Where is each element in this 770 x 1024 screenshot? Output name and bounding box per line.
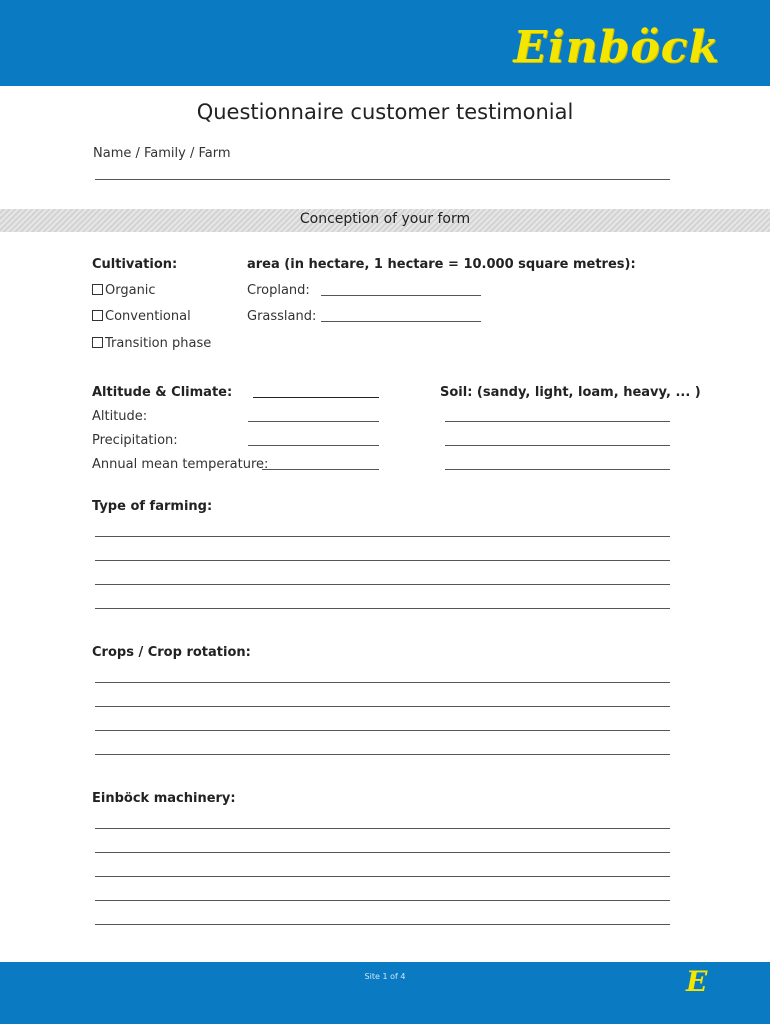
name-family-farm-label: Name / Family / Farm: [93, 146, 231, 161]
option-transition-phase-label: Transition phase: [105, 336, 212, 351]
checkbox-organic[interactable]: [92, 284, 103, 295]
crops-line-2[interactable]: [95, 706, 670, 707]
section-band-title: Conception of your form: [299, 211, 471, 227]
checkbox-transition-phase[interactable]: [92, 337, 103, 348]
page-title: Questionnaire customer testimonial: [196, 100, 574, 124]
option-organic[interactable]: [92, 283, 156, 298]
soil-field-1[interactable]: [445, 421, 670, 422]
option-transition-phase[interactable]: [92, 336, 211, 351]
type-of-farming-line-3[interactable]: [95, 584, 670, 585]
page-number: Site 1 of 4: [364, 972, 406, 981]
soil-field-3[interactable]: [445, 469, 670, 470]
machinery-line-2[interactable]: [95, 852, 670, 853]
crops-line-1[interactable]: [95, 682, 670, 683]
machinery-line-1[interactable]: [95, 828, 670, 829]
name-family-farm-field[interactable]: [95, 179, 670, 180]
temperature-label: Annual mean temperature:: [92, 457, 269, 472]
machinery-heading: Einböck machinery:: [92, 791, 236, 806]
soil-field-2[interactable]: [445, 445, 670, 446]
crops-line-3[interactable]: [95, 730, 670, 731]
option-conventional[interactable]: [92, 309, 191, 324]
area-heading: area (in hectare, 1 hectare = 10.000 square metres):: [247, 257, 636, 272]
altitude-label: Altitude:: [92, 409, 148, 424]
soil-heading: Soil: (sandy, light, loam, heavy, ... ): [440, 385, 701, 400]
precipitation-label: Precipitation:: [92, 433, 178, 448]
type-of-farming-line-1[interactable]: [95, 536, 670, 537]
footer-brand-mark: E: [686, 965, 708, 998]
cropland-field[interactable]: [321, 295, 481, 296]
grassland-field[interactable]: [321, 321, 481, 322]
checkbox-conventional[interactable]: [92, 310, 103, 321]
precipitation-field[interactable]: [248, 445, 379, 446]
option-conventional-label: Conventional: [105, 309, 191, 324]
crops-line-4[interactable]: [95, 754, 670, 755]
grassland-label: Grassland:: [247, 309, 317, 324]
temperature-field[interactable]: [262, 469, 379, 470]
brand-logo: Einböck: [513, 22, 720, 73]
cropland-label: Cropland:: [247, 283, 310, 298]
crops-heading: Crops / Crop rotation:: [92, 645, 251, 660]
cultivation-heading: Cultivation:: [92, 257, 178, 272]
type-of-farming-line-2[interactable]: [95, 560, 670, 561]
option-organic-label: Organic: [105, 283, 156, 298]
altitude-field[interactable]: [248, 421, 379, 422]
altitude-climate-heading: Altitude & Climate:: [92, 385, 233, 400]
type-of-farming-heading: Type of farming:: [92, 499, 213, 514]
altitude-climate-field[interactable]: [253, 397, 379, 398]
machinery-line-4[interactable]: [95, 900, 670, 901]
type-of-farming-line-4[interactable]: [95, 608, 670, 609]
machinery-line-5[interactable]: [95, 924, 670, 925]
machinery-line-3[interactable]: [95, 876, 670, 877]
